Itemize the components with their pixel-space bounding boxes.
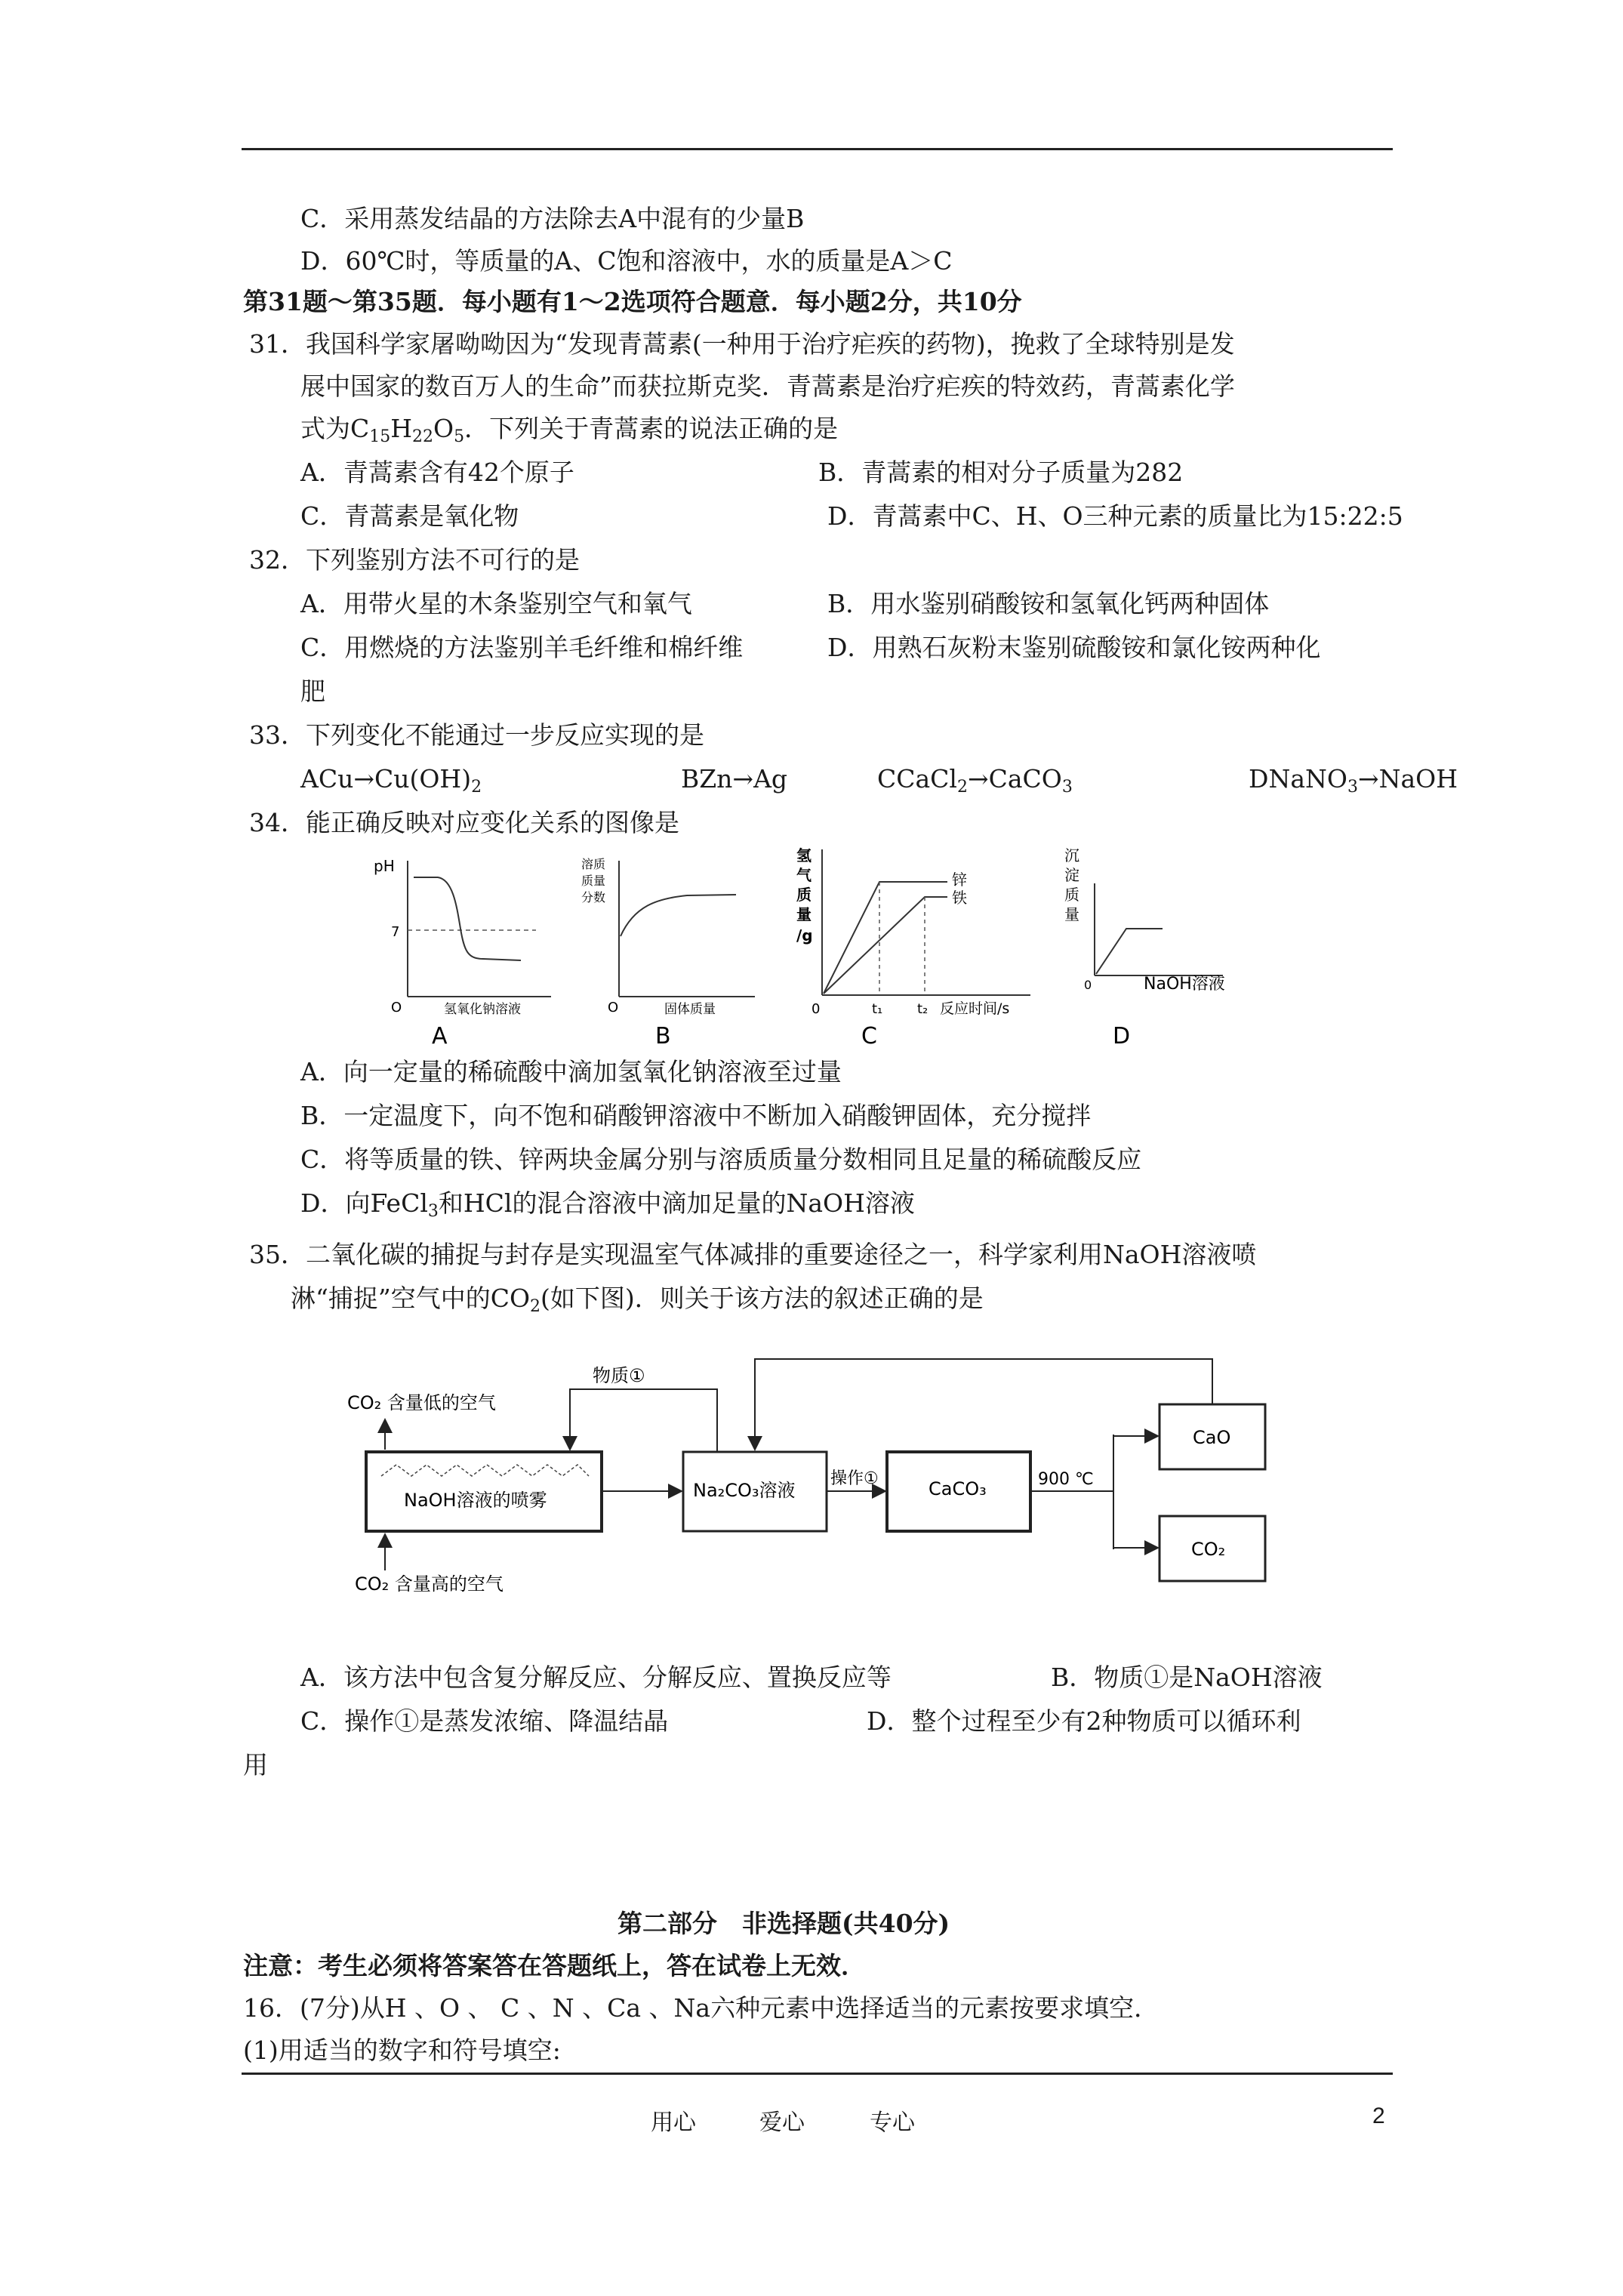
q31-option-a: A．青蒿素含有42个原子	[300, 458, 574, 487]
q32-option-d-cont: 肥	[300, 676, 325, 706]
q35-option-c: C．操作①是蒸发浓缩、降温结晶	[300, 1706, 669, 1736]
na2co3-box-label: Na₂CO₃溶液	[693, 1480, 796, 1501]
section-header: 第31题～第35题．每小题有1～2选项符合题意．每小题2分，共10分	[243, 287, 1022, 316]
q35-option-d: D．整个过程至少有2种物质可以循环利	[867, 1706, 1301, 1736]
part-two-title: 第二部分 非选择题(共40分)	[617, 1909, 950, 1938]
graph-d-ylabel-4: 量	[1064, 905, 1079, 923]
q32-option-d: D．用熟石灰粉末鉴别硫酸铵和氯化铵两种化	[827, 633, 1321, 662]
graph-c-ylabel-2: 气	[796, 866, 812, 884]
graph-c	[796, 838, 1053, 1049]
operation-label: 操作①	[830, 1469, 879, 1488]
graph-c-iron-label: 铁	[952, 889, 967, 907]
co2-box-label: CO₂	[1191, 1539, 1226, 1560]
air-high-label: CO₂ 含量高的空气	[355, 1573, 504, 1595]
footer-rule	[242, 2073, 1393, 2075]
graph-d-letter: D	[1113, 1023, 1131, 1049]
q32-stem: 32．下列鉴别方法不可行的是	[249, 545, 580, 575]
footer-text-1: 用心	[651, 2110, 696, 2136]
spray-box-label: NaOH溶液的喷雾	[404, 1490, 547, 1511]
graph-d-xlabel: NaOH溶液	[1144, 975, 1225, 994]
notice: 注意：考生必须将答案答在答题纸上，答在试卷上无效．	[243, 1951, 866, 1980]
graph-c-origin: 0	[812, 1001, 821, 1017]
q16-stem: 16．(7分)从H 、O 、 C 、N 、Ca 、Na六种元素中选择适当的元素按要求填空．	[243, 1993, 1160, 2023]
graph-a-origin: O	[391, 1000, 402, 1015]
q33-option-b: BZn→Ag	[681, 764, 788, 794]
q34-option-c: C．将等质量的铁、锌两块金属分别与溶质质量分数相同且足量的稀硫酸反应	[300, 1145, 1142, 1174]
q33-option-a: $ACu\to Cu(OH)_2$	[300, 764, 482, 797]
q31-option-c: C．青蒿素是氧化物	[300, 501, 519, 531]
graph-c-t2: t₂	[917, 1001, 929, 1017]
graph-b	[574, 846, 770, 1049]
temperature-label: 900 ℃	[1038, 1470, 1094, 1489]
graph-b-ylabel-1: 溶质	[581, 857, 606, 871]
q34-stem: 34．能正确反映对应变化关系的图像是	[249, 808, 679, 837]
footer-text-2: 爱心	[759, 2110, 805, 2136]
q34-option-d: D．向FeCl$_3$和HCl的混合溶液中滴加足量的NaOH溶液	[300, 1188, 915, 1221]
graph-b-origin: O	[608, 1000, 619, 1015]
graph-d-ylabel-2: 淀	[1064, 866, 1079, 884]
substance-label: 物质①	[593, 1365, 645, 1386]
q32-option-c: C．用燃烧的方法鉴别羊毛纤维和棉纤维	[300, 633, 744, 662]
q33-option-c: CCaCl$_2$→CaCO$_3$	[877, 764, 1073, 797]
q33-option-d: DNaNO$_3$→NaOH	[1249, 764, 1458, 797]
graph-d	[1049, 838, 1291, 1049]
graph-b-ylabel-2: 质量	[581, 874, 606, 888]
graph-a-xlabel: 氢氧化钠溶液	[444, 1002, 521, 1017]
graph-c-zinc-label: 锌	[952, 871, 967, 889]
graph-d-ylabel-1: 沉	[1064, 846, 1079, 864]
q34-option-b: B．一定温度下，向不饱和硝酸钾溶液中不断加入硝酸钾固体，充分搅拌	[300, 1101, 1092, 1130]
q30-option-d: D．60℃时，等质量的A、C饱和溶液中，水的质量是A＞C	[300, 246, 953, 276]
q30-option-c: C．采用蒸发结晶的方法除去A中混有的少量B	[300, 204, 805, 233]
graph-c-ylabel-4: 量	[796, 905, 812, 923]
footer-text-3: 专心	[870, 2110, 915, 2136]
q31-line-1: 31．我国科学家屠呦呦因为“发现青蒿素(一种用于治疗疟疾的药物)，挽救了全球特别是发	[249, 329, 1235, 359]
caco3-box-label: CaCO₃	[929, 1478, 987, 1499]
page-number: 2	[1372, 2103, 1385, 2128]
q33-stem: 33．下列变化不能通过一步反应实现的是	[249, 720, 704, 750]
graph-b-xlabel: 固体质量	[664, 1002, 716, 1017]
graph-b-letter: B	[655, 1023, 671, 1049]
q35-option-d-cont: 用	[243, 1750, 268, 1780]
q35-line-2: 淋“捕捉”空气中的$CO_2$(如下图)．则关于该方法的叙述正确的是	[291, 1284, 984, 1316]
co2-capture-flow-diagram	[332, 1336, 1283, 1601]
q31-option-b: B．青蒿素的相对分子质量为282	[818, 458, 1184, 487]
graph-d-ylabel-3: 质	[1064, 886, 1079, 904]
graph-a-ylabel: pH	[374, 857, 395, 875]
q35-line-1: 35．二氧化碳的捕捉与封存是实现温室气体减排的重要途径之一，科学家利用NaOH溶液喷	[249, 1240, 1257, 1269]
q32-option-b: B．用水鉴别硝酸铵和氢氧化钙两种固体	[827, 589, 1270, 618]
graph-b-ylabel-3: 分数	[581, 890, 606, 905]
graph-c-t1: t₁	[872, 1001, 883, 1017]
q31-option-d: D．青蒿素中C、H、O三种元素的质量比为15:22:5	[827, 501, 1403, 531]
graph-c-letter: C	[861, 1023, 877, 1049]
air-low-label: CO₂ 含量低的空气	[347, 1392, 496, 1413]
header-rule	[242, 148, 1393, 150]
q35-option-b: B．物质①是NaOH溶液	[1051, 1663, 1323, 1692]
graph-c-ylabel-5: /g	[796, 926, 813, 945]
graph-a-letter: A	[432, 1023, 448, 1049]
q34-option-a: A．向一定量的稀硫酸中滴加氢氧化钠溶液至过量	[300, 1057, 842, 1086]
graph-c-xlabel: 反应时间/s	[940, 1000, 1010, 1017]
graph-c-ylabel-3: 质	[796, 886, 812, 904]
q31-line-2: 展中国家的数百万人的生命”而获拉斯克奖．青蒿素是治疗疟疾的特效药，青蒿素化学	[300, 371, 1235, 401]
graph-c-ylabel-1: 氢	[796, 846, 812, 864]
q16-part-1: (1)用适当的数字和符号填空:	[243, 2036, 561, 2065]
graph-d-origin: 0	[1084, 978, 1092, 992]
q32-option-a: A．用带火星的木条鉴别空气和氧气	[300, 589, 692, 618]
q31-line-3: 式为$C_{15}H_{22}O_5$．下列关于青蒿素的说法正确的是	[300, 414, 839, 446]
cao-box-label: CaO	[1193, 1427, 1231, 1448]
graph-a-seven: 7	[391, 924, 400, 940]
q35-option-a: A．该方法中包含复分解反应、分解反应、置换反应等	[300, 1663, 892, 1692]
